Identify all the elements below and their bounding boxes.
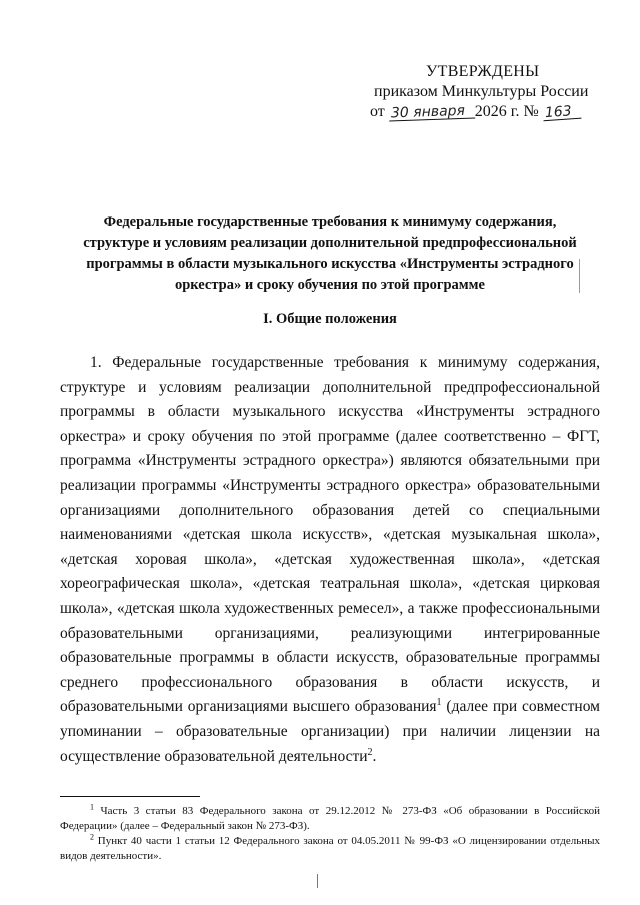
footnote-ref-1[interactable]: 1	[436, 697, 442, 709]
footnote-marker-2: 2	[90, 832, 94, 842]
paragraph-1	[60, 351, 600, 769]
paragraph-1-text: 1. Федеральные государственные требования к минимуму содержания, структуре и условиям реализации дополнительной предпрофессиональной программы в области музыкального искусства «Инструменты эстрадного оркестра» и сроку обучения по этой программе (далее соответственно – ФГТ, программа «Инструменты эстрадного оркестра») являются обязательными при реализации программы «Инструменты эстрадного оркестра» образовательными организациями дополнительного образования детей со специальными наименованиями «детская школа искусств», «детская музыкальная школа», «детская хоровая школа», «детская художественная школа», «детская хореографическая школа», «детская театральная школа», «детская цирковая школа», «детская школа художественных ремесел», а также профессиональными образовательными организациями, реализующими интегрированные образовательные программы в области искусств, образовательные программы среднего профессионального образования в области искусств, и образовательными организациями высшего образования	[60, 354, 600, 716]
page-mark	[317, 874, 318, 888]
paragraph-1-end: .	[372, 747, 377, 765]
section-title: I. Общие положения	[263, 311, 397, 327]
approval-date-year: 2026 г. №	[474, 103, 539, 120]
approval-date-prefix: от	[370, 103, 385, 120]
document-title: Федеральные государственные требования к минимуму содержания, структуре и условиям реализации дополнительной предпрофессиональной программы в области музыкального искусства «Инструменты эстрадного оркестра» и сроку обучения по этой программе	[83, 214, 577, 293]
approval-title: УТВЕРЖДЕНЫ	[426, 63, 540, 80]
footnote-marker-1: 1	[90, 802, 94, 812]
approval-stamp	[370, 62, 610, 122]
paragraph-1-continuation: (далее при совместном упоминании – образовательные организации) при наличии лицензии на осуществление образовательной деятельности	[60, 698, 600, 765]
approval-order-line: приказом Минкультуры России	[374, 83, 589, 100]
approval-date-line	[370, 102, 610, 122]
footnote-divider	[60, 796, 200, 797]
footnotes	[60, 804, 600, 864]
footnote-2	[60, 834, 600, 864]
footnote-1	[60, 804, 600, 834]
handwritten-number: 163	[542, 104, 581, 122]
footnote-text-2: Пункт 40 части 1 статьи 12 Федерального закона от 04.05.2011 № 99-ФЗ «О лицензировании отдельных видов деятельности».	[60, 835, 600, 862]
footnote-ref-2[interactable]: 2	[367, 746, 373, 758]
footnote-text-1: Часть 3 статьи 83 Федерального закона от 29.12.2012 № 273-ФЗ «Об образовании в Российской Федерации» (далее – Федеральный закон № 273-ФЗ).	[60, 805, 600, 832]
handwritten-date: 30 января	[389, 104, 475, 122]
